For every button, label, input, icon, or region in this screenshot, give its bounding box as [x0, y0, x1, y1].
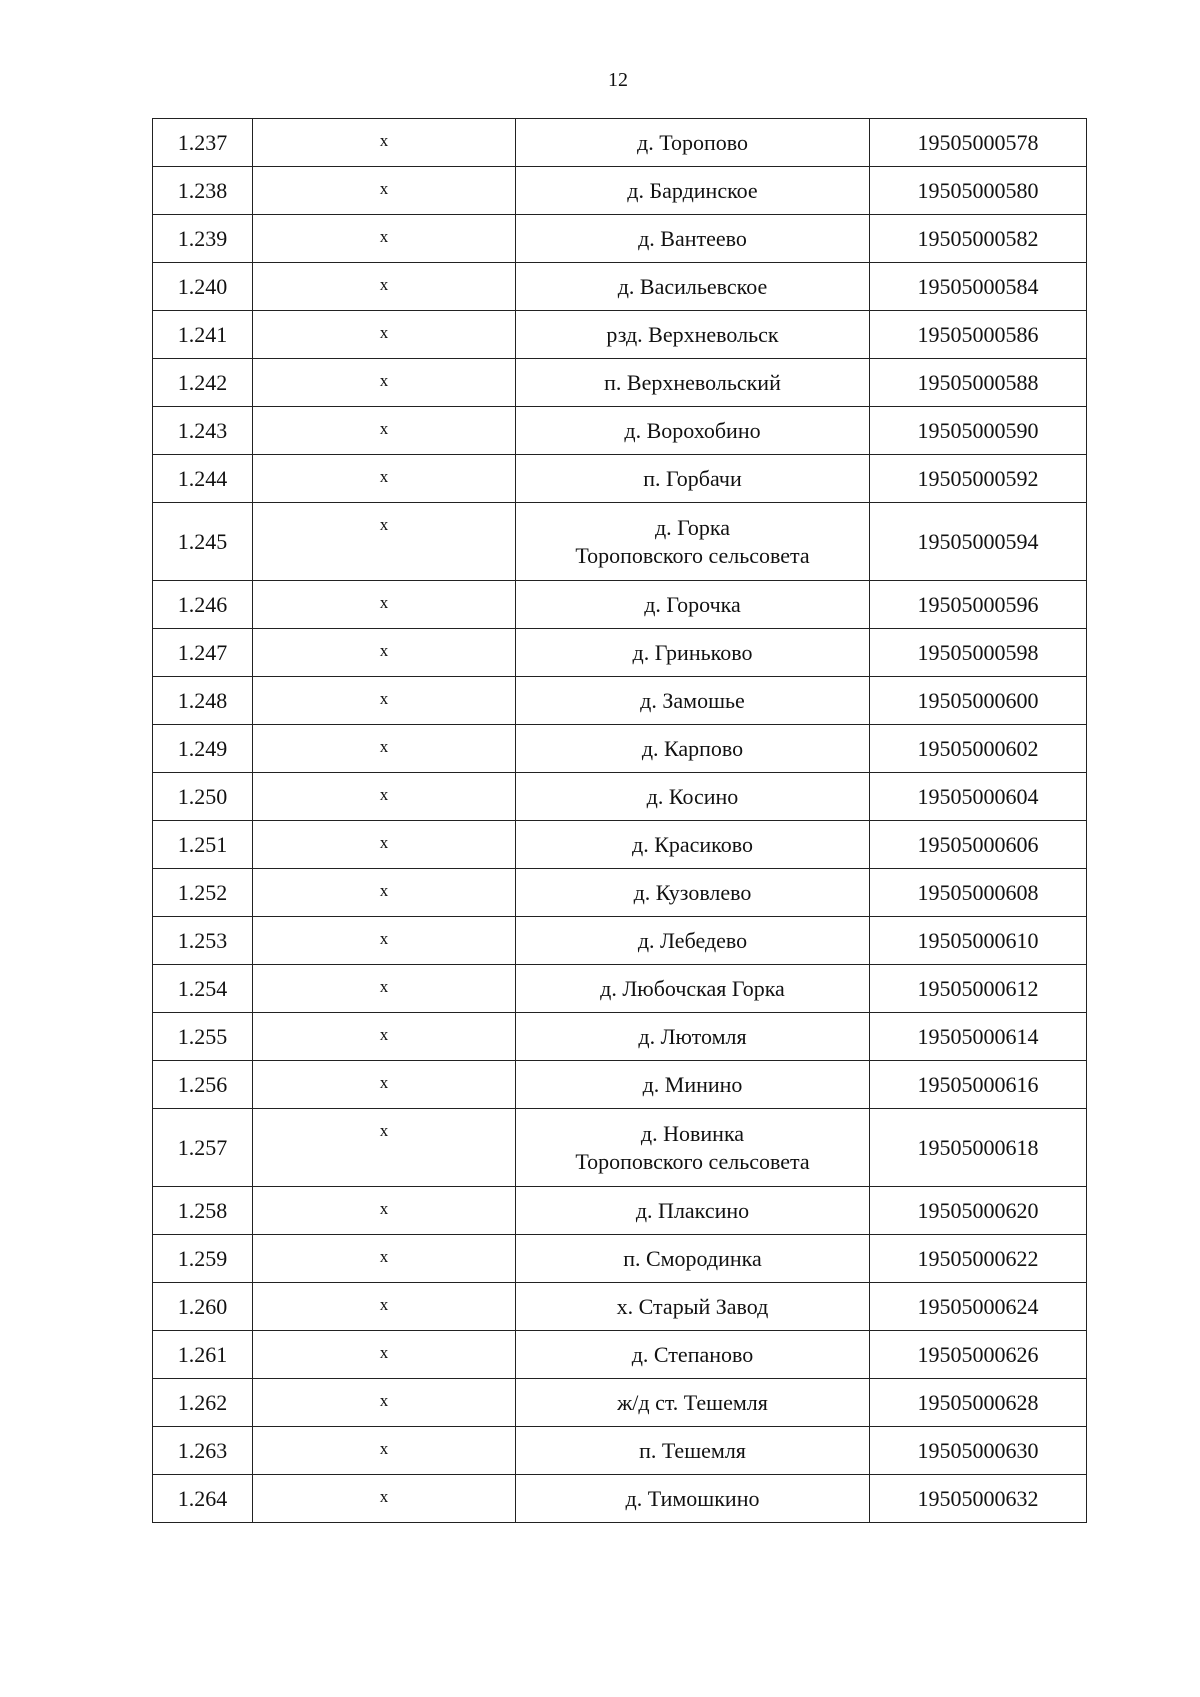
settlement-name: д. Гриньково: [632, 639, 753, 665]
row-number-cell: 1.242: [153, 359, 253, 407]
settlement-name: д. Бардинское: [627, 177, 758, 203]
row-number-cell: 1.241: [153, 311, 253, 359]
settlement-name: ж/д ст. Тешемля: [617, 1389, 768, 1415]
table-row: [153, 119, 1087, 167]
placeholder-x-cell: х: [253, 677, 516, 725]
settlement-name-cell: [516, 1283, 870, 1331]
settlement-name-cell: [516, 1061, 870, 1109]
settlement-name-cell: [516, 263, 870, 311]
settlement-name: д. Минино: [642, 1071, 743, 1097]
settlement-name-cell: [516, 119, 870, 167]
settlement-name: д. Торопово: [637, 129, 748, 155]
placeholder-x-cell: х: [253, 503, 516, 581]
settlement-name: д. Косино: [646, 783, 739, 809]
row-number-cell: 1.249: [153, 725, 253, 773]
row-number-cell: 1.256: [153, 1061, 253, 1109]
settlement-name: д. Лютомля: [638, 1023, 747, 1049]
placeholder-x-cell: х: [253, 1109, 516, 1187]
settlement-name-cell: [516, 359, 870, 407]
row-number-cell: 1.251: [153, 821, 253, 869]
settlement-name-cell: [516, 917, 870, 965]
placeholder-x-cell: х: [253, 215, 516, 263]
oktmo-code-cell: 19505000626: [870, 1331, 1087, 1379]
placeholder-x-cell: х: [253, 1187, 516, 1235]
page-number: 12: [608, 69, 628, 91]
settlement-name-cell: [516, 455, 870, 503]
table-row: [153, 869, 1087, 917]
settlement-name-cell: [516, 167, 870, 215]
table-row: [153, 1235, 1087, 1283]
oktmo-code-cell: 19505000608: [870, 869, 1087, 917]
settlement-name: д. Красиково: [632, 831, 753, 857]
settlement-name: п. Смородинка: [623, 1245, 762, 1271]
placeholder-x-cell: х: [253, 1331, 516, 1379]
settlement-name-qualifier: Тороповского сельсовета: [575, 542, 810, 568]
settlement-name-cell: [516, 965, 870, 1013]
placeholder-x-cell: х: [253, 869, 516, 917]
settlement-name-cell: [516, 1235, 870, 1283]
table-row: [153, 1283, 1087, 1331]
settlement-name: рзд. Верхневольск: [606, 321, 779, 347]
placeholder-x-cell: х: [253, 1283, 516, 1331]
settlement-name-cell: [516, 1427, 870, 1475]
settlement-name: д. Васильевское: [617, 273, 768, 299]
table-row: [153, 359, 1087, 407]
placeholder-x-cell: х: [253, 1061, 516, 1109]
settlement-name: д. Замошье: [640, 687, 745, 713]
table-row: [153, 1061, 1087, 1109]
settlement-name: д. Лебедево: [637, 927, 748, 953]
oktmo-code-cell: 19505000632: [870, 1475, 1087, 1523]
settlement-name-cell: [516, 629, 870, 677]
settlement-name-cell: [516, 1331, 870, 1379]
oktmo-code-cell: 19505000620: [870, 1187, 1087, 1235]
row-number-cell: 1.260: [153, 1283, 253, 1331]
row-number-cell: 1.240: [153, 263, 253, 311]
settlement-name-cell: [516, 725, 870, 773]
table-row: [153, 1109, 1087, 1187]
row-number-cell: 1.243: [153, 407, 253, 455]
row-number-cell: 1.262: [153, 1379, 253, 1427]
oktmo-code-cell: 19505000580: [870, 167, 1087, 215]
row-number-cell: 1.247: [153, 629, 253, 677]
row-number-cell: 1.246: [153, 581, 253, 629]
table-row: [153, 725, 1087, 773]
table-row: [153, 773, 1087, 821]
placeholder-x-cell: х: [253, 581, 516, 629]
settlement-name-cell: [516, 1379, 870, 1427]
placeholder-x-cell: х: [253, 359, 516, 407]
row-number-cell: 1.259: [153, 1235, 253, 1283]
oktmo-code-cell: 19505000600: [870, 677, 1087, 725]
oktmo-code-cell: 19505000594: [870, 503, 1087, 581]
table-row: [153, 581, 1087, 629]
placeholder-x-cell: х: [253, 1235, 516, 1283]
table-row: [153, 1475, 1087, 1523]
settlements-table: [152, 118, 1087, 1523]
settlement-name: д. Карпово: [641, 735, 744, 761]
oktmo-code-cell: 19505000578: [870, 119, 1087, 167]
settlement-name: д. Вантеево: [638, 225, 747, 251]
settlement-name: д. Ворохобино: [624, 417, 761, 443]
settlement-name: п. Верхневольский: [604, 369, 781, 395]
settlement-name: д. Тимошкино: [625, 1485, 760, 1511]
settlement-name: д. Степаново: [631, 1341, 754, 1367]
placeholder-x-cell: х: [253, 965, 516, 1013]
settlement-name-cell: [516, 1475, 870, 1523]
oktmo-code-cell: 19505000616: [870, 1061, 1087, 1109]
settlement-name: х. Старый Завод: [616, 1293, 769, 1319]
placeholder-x-cell: х: [253, 455, 516, 503]
table-row: [153, 1379, 1087, 1427]
placeholder-x-cell: х: [253, 407, 516, 455]
oktmo-code-cell: 19505000604: [870, 773, 1087, 821]
oktmo-code-cell: 19505000602: [870, 725, 1087, 773]
table-row: [153, 407, 1087, 455]
oktmo-code-cell: 19505000596: [870, 581, 1087, 629]
settlement-name-cell: [516, 773, 870, 821]
settlement-name-cell: [516, 677, 870, 725]
placeholder-x-cell: х: [253, 725, 516, 773]
row-number-cell: 1.248: [153, 677, 253, 725]
settlement-name: п. Горбачи: [643, 465, 742, 491]
table-row: [153, 311, 1087, 359]
placeholder-x-cell: х: [253, 1379, 516, 1427]
oktmo-code-cell: 19505000628: [870, 1379, 1087, 1427]
placeholder-x-cell: х: [253, 263, 516, 311]
table-row: [153, 215, 1087, 263]
oktmo-code-cell: 19505000588: [870, 359, 1087, 407]
oktmo-code-cell: 19505000612: [870, 965, 1087, 1013]
row-number-cell: 1.258: [153, 1187, 253, 1235]
settlement-name-cell: [516, 821, 870, 869]
placeholder-x-cell: х: [253, 311, 516, 359]
placeholder-x-cell: х: [253, 119, 516, 167]
table-row: [153, 1427, 1087, 1475]
oktmo-code-cell: 19505000598: [870, 629, 1087, 677]
settlement-name-cell: [516, 1187, 870, 1235]
row-number-cell: 1.244: [153, 455, 253, 503]
placeholder-x-cell: х: [253, 821, 516, 869]
table-row: [153, 629, 1087, 677]
settlement-name-cell: [516, 407, 870, 455]
table-row: [153, 821, 1087, 869]
settlement-name-cell: [516, 1013, 870, 1061]
settlement-name: д. Горочка: [644, 591, 741, 617]
placeholder-x-cell: х: [253, 773, 516, 821]
oktmo-code-cell: 19505000622: [870, 1235, 1087, 1283]
placeholder-x-cell: х: [253, 1013, 516, 1061]
oktmo-code-cell: 19505000582: [870, 215, 1087, 263]
oktmo-code-cell: 19505000630: [870, 1427, 1087, 1475]
table-row: [153, 917, 1087, 965]
oktmo-code-cell: 19505000614: [870, 1013, 1087, 1061]
placeholder-x-cell: х: [253, 629, 516, 677]
oktmo-code-cell: 19505000590: [870, 407, 1087, 455]
row-number-cell: 1.238: [153, 167, 253, 215]
table-row: [153, 263, 1087, 311]
settlement-name: д. Новинка: [640, 1120, 745, 1146]
placeholder-x-cell: х: [253, 917, 516, 965]
oktmo-code-cell: 19505000618: [870, 1109, 1087, 1187]
settlement-name-cell: [516, 869, 870, 917]
row-number-cell: 1.255: [153, 1013, 253, 1061]
settlement-name-cell: [516, 215, 870, 263]
table-row: [153, 1013, 1087, 1061]
table-row: [153, 1187, 1087, 1235]
row-number-cell: 1.254: [153, 965, 253, 1013]
row-number-cell: 1.250: [153, 773, 253, 821]
settlement-name: д. Любочская Горка: [600, 975, 785, 1001]
table-body: [153, 119, 1087, 1523]
oktmo-code-cell: 19505000586: [870, 311, 1087, 359]
table-row: [153, 455, 1087, 503]
settlement-name: д. Кузовлево: [633, 879, 752, 905]
table-row: [153, 1331, 1087, 1379]
table-row: [153, 167, 1087, 215]
oktmo-code-cell: 19505000584: [870, 263, 1087, 311]
settlement-name-cell: [516, 503, 870, 581]
settlement-name-cell: [516, 581, 870, 629]
row-number-cell: 1.252: [153, 869, 253, 917]
row-number-cell: 1.264: [153, 1475, 253, 1523]
placeholder-x-cell: х: [253, 1475, 516, 1523]
oktmo-code-cell: 19505000592: [870, 455, 1087, 503]
settlement-name: п. Тешемля: [639, 1437, 746, 1463]
placeholder-x-cell: х: [253, 167, 516, 215]
settlement-name: д. Горка: [654, 514, 731, 540]
oktmo-code-cell: 19505000606: [870, 821, 1087, 869]
oktmo-code-cell: 19505000624: [870, 1283, 1087, 1331]
placeholder-x-cell: х: [253, 1427, 516, 1475]
row-number-cell: 1.237: [153, 119, 253, 167]
settlement-name-qualifier: Тороповского сельсовета: [575, 1148, 810, 1174]
table-row: [153, 965, 1087, 1013]
row-number-cell: 1.245: [153, 503, 253, 581]
oktmo-code-cell: 19505000610: [870, 917, 1087, 965]
settlement-name: д. Плаксино: [635, 1197, 750, 1223]
row-number-cell: 1.263: [153, 1427, 253, 1475]
row-number-cell: 1.261: [153, 1331, 253, 1379]
table-row: [153, 503, 1087, 581]
row-number-cell: 1.253: [153, 917, 253, 965]
settlement-name-cell: [516, 1109, 870, 1187]
settlement-name-cell: [516, 311, 870, 359]
row-number-cell: 1.239: [153, 215, 253, 263]
table-row: [153, 677, 1087, 725]
row-number-cell: 1.257: [153, 1109, 253, 1187]
